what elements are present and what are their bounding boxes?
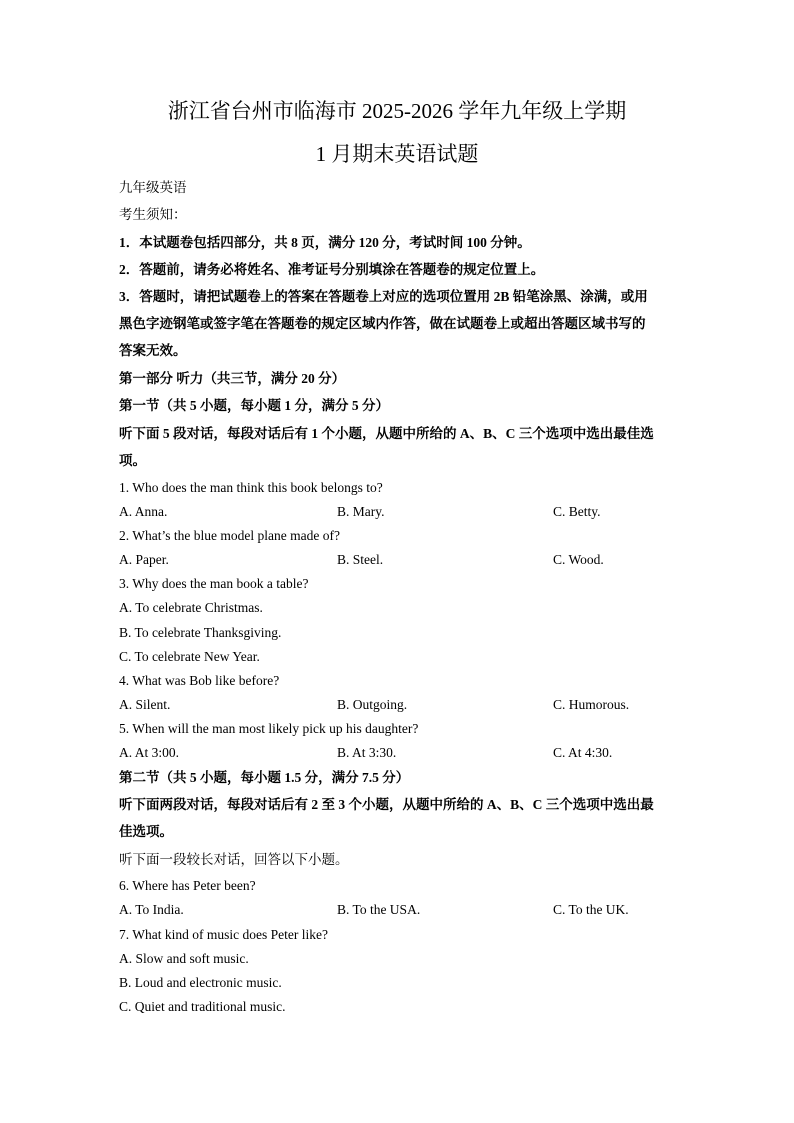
question-7-option-c: C. Quiet and traditional music. [119,999,286,1014]
question-6-option-c: C. To the UK. [553,902,629,917]
section2-instruction-line1: 听下面两段对话，每段对话后有 2 至 3 个小题，从题中所给的 A、B、C 三个选项中选出最 [119,797,654,812]
question-5-option-b: B. At 3:30. [337,745,397,760]
notice-item-2: 2．答题前，请务必将姓名、准考证号分别填涂在答题卷的规定位置上。 [119,262,545,277]
exam-title-line1: 浙江省台州市临海市 2025-2026 学年九年级上学期 [167,99,627,123]
question-2-option-c: C. Wood. [553,552,604,567]
question-4: 4. What was Bob like before? [119,673,280,688]
question-2-option-a: A. Paper. [119,552,169,567]
question-6-option-b: B. To the USA. [337,902,421,917]
question-7-option-a: A. Slow and soft music. [119,951,249,966]
notice-item-3-line1: 3．答题时，请把试题卷上的答案在答题卷上对应的选项位置用 2B 铅笔涂黑、涂满，或用 [119,289,648,304]
notice-item-3-line3: 答案无效。 [119,343,187,358]
question-4-option-a: A. Silent. [119,697,171,712]
question-2-option-b: B. Steel. [337,552,384,567]
question-4-option-b: B. Outgoing. [337,697,408,712]
question-5: 5. When will the man most likely pick up his daughter? [119,721,419,736]
question-3-option-c: C. To celebrate New Year. [119,649,260,664]
question-1-option-b: B. Mary. [337,504,385,519]
question-5-option-c: C. At 4:30. [553,745,613,760]
exam-title-line2: 1 月期末英语试题 [315,142,479,166]
question-1-option-c: C. Betty. [553,504,601,519]
question-3-option-b: B. To celebrate Thanksgiving. [119,625,282,640]
question-4-option-c: C. Humorous. [553,697,630,712]
question-5-option-a: A. At 3:00. [119,745,180,760]
question-7: 7. What kind of music does Peter like? [119,927,328,942]
notice-item-3-line2: 黑色字迹钢笔或签字笔在答题卷的规定区域内作答，做在试题卷上或超出答题区域书写的 [119,316,646,331]
notice-heading: 考生须知： [119,207,187,222]
section2-subinstruction: 听下面一段较长对话，回答以下小题。 [119,852,349,867]
section1-instruction-line1: 听下面 5 段对话，每段对话后有 1 个小题，从题中所给的 A、B、C 三个选项中选出最佳选 [119,426,654,441]
question-1-option-a: A. Anna. [119,504,168,519]
question-6-option-a: A. To India. [119,902,184,917]
question-3: 3. Why does the man book a table? [119,576,309,591]
part1-heading: 第一部分 听力（共三节，满分 20 分） [119,371,346,386]
section2-heading: 第二节（共 5 小题，每小题 1.5 分，满分 7.5 分） [119,770,410,785]
section1-instruction-line2: 项。 [119,453,146,468]
question-6: 6. Where has Peter been? [119,878,256,893]
question-3-option-a: A. To celebrate Christmas. [119,600,263,615]
question-1: 1. Who does the man think this book belongs to? [119,480,383,495]
question-7-option-b: B. Loud and electronic music. [119,975,282,990]
subject-label: 九年级英语 [119,180,187,195]
question-2: 2. What’s the blue model plane made of? [119,528,340,543]
notice-item-1: 1．本试题卷包括四部分，共 8 页，满分 120 分，考试时间 100 分钟。 [119,235,531,250]
section1-heading: 第一节（共 5 小题，每小题 1 分，满分 5 分） [119,398,389,413]
section2-instruction-line2: 佳选项。 [119,824,173,839]
